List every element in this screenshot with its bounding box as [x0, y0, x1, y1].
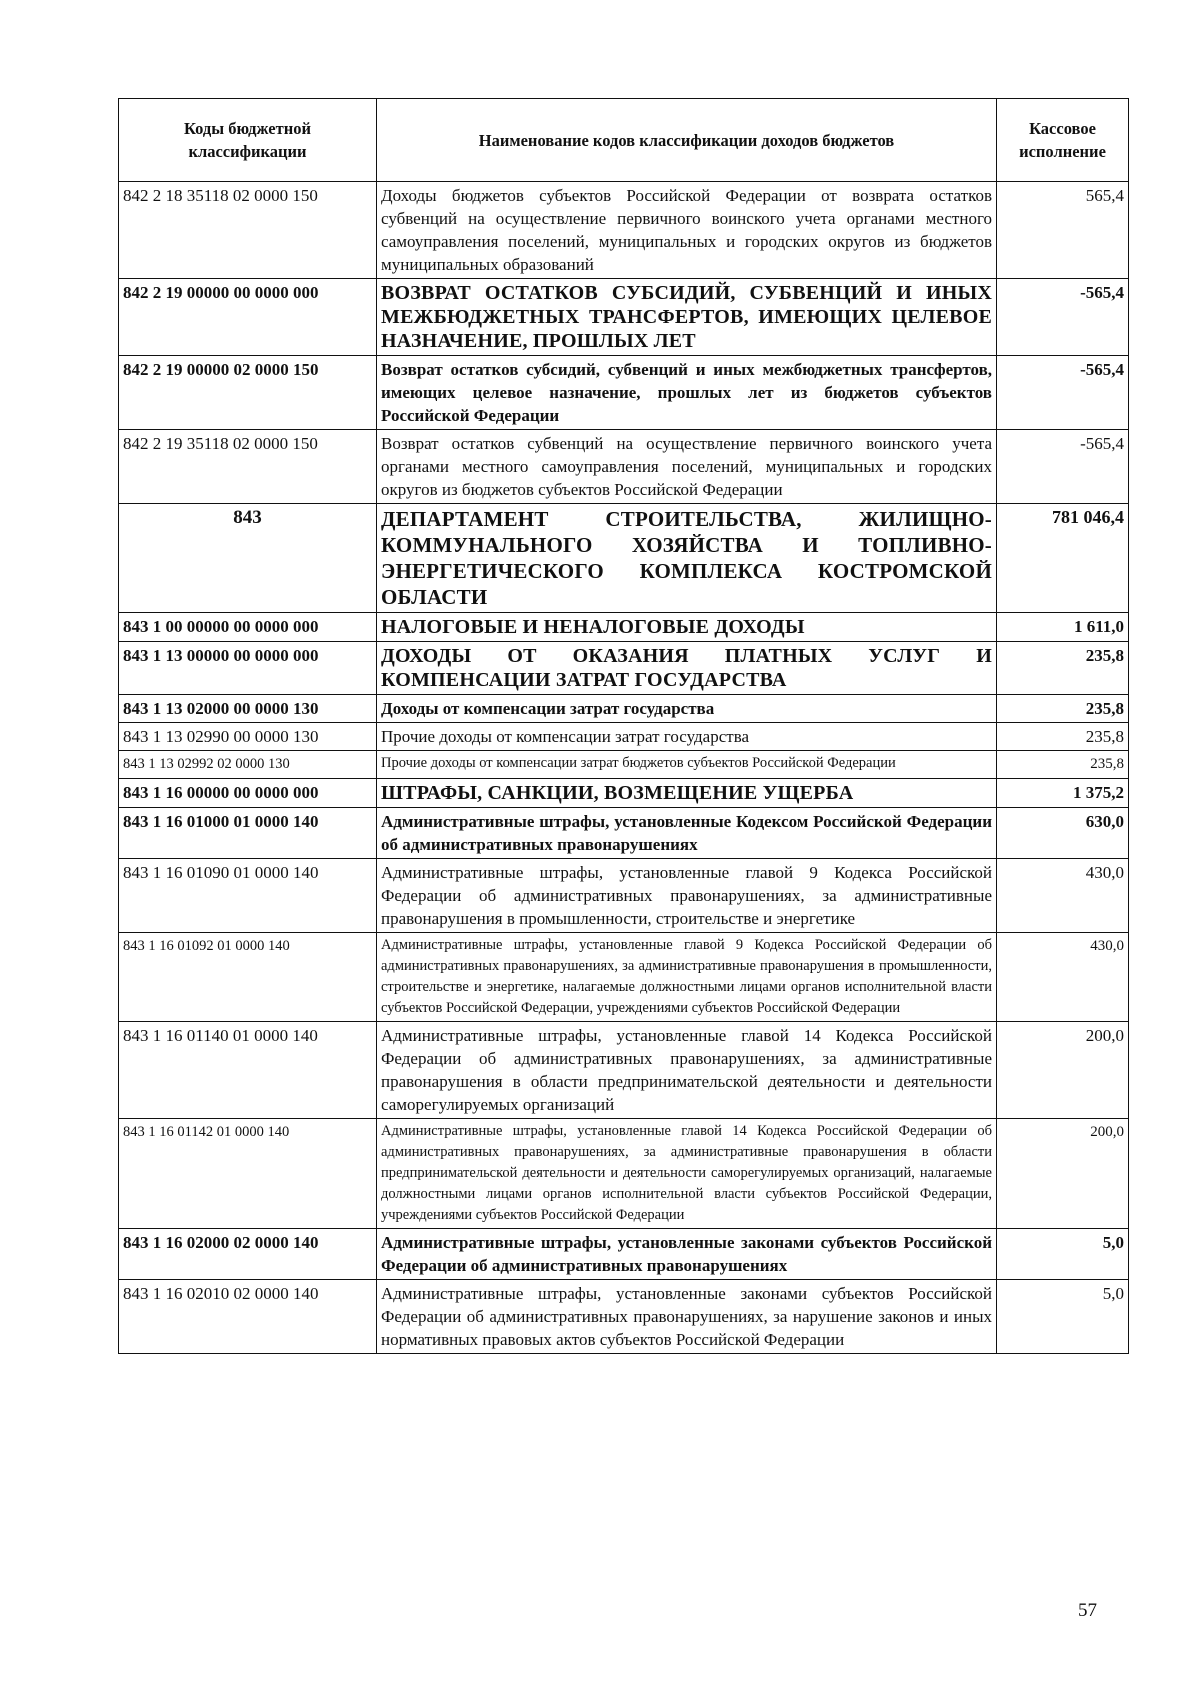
execution-amount-cell: 1 375,2	[997, 779, 1129, 808]
revenue-name-cell: ДЕПАРТАМЕНТ СТРОИТЕЛЬСТВА, ЖИЛИЩНО-КОММУНАЛЬНОГО ХОЗЯЙСТВА И ТОПЛИВНО-ЭНЕРГЕТИЧЕСКОГО КОМПЛЕКСА КОСТРОМСКОЙ ОБЛАСТИ	[377, 504, 997, 613]
table-row	[119, 504, 1129, 613]
revenue-name-cell: Административные штрафы, установленные главой 14 Кодекса Российской Федерации об административных правонарушениях, за административные правонарушения в области предпринимательской деятельности и деятельности саморегулируемых организаций	[377, 1022, 997, 1119]
budget-code-cell: 843 1 13 02990 00 0000 130	[119, 723, 377, 751]
execution-amount-cell: 235,8	[997, 723, 1129, 751]
table-row	[119, 279, 1129, 356]
revenue-name-cell: ВОЗВРАТ ОСТАТКОВ СУБСИДИЙ, СУБВЕНЦИЙ И ИНЫХ МЕЖБЮДЖЕТНЫХ ТРАНСФЕРТОВ, ИМЕЮЩИХ ЦЕЛЕВОЕ НАЗНАЧЕНИЕ, ПРОШЛЫХ ЛЕТ	[377, 279, 997, 356]
table-row	[119, 808, 1129, 859]
table-row	[119, 779, 1129, 808]
revenue-name-cell: Административные штрафы, установленные Кодексом Российской Федерации об административных правонарушениях	[377, 808, 997, 859]
table-row	[119, 723, 1129, 751]
execution-amount-cell: 235,8	[997, 642, 1129, 695]
execution-amount-cell: 5,0	[997, 1280, 1129, 1354]
table-row	[119, 1119, 1129, 1229]
header-amount: Кассовое исполнение	[997, 99, 1129, 182]
budget-code-cell: 843 1 13 02992 02 0000 130	[119, 751, 377, 779]
budget-code-cell: 843 1 13 02000 00 0000 130	[119, 695, 377, 723]
revenue-name-cell: Прочие доходы от компенсации затрат государства	[377, 723, 997, 751]
execution-amount-cell: -565,4	[997, 279, 1129, 356]
revenue-name-cell: Прочие доходы от компенсации затрат бюджетов субъектов Российской Федерации	[377, 751, 997, 779]
revenue-name-cell: Административные штрафы, установленные законами субъектов Российской Федерации об административных правонарушениях	[377, 1229, 997, 1280]
execution-amount-cell: 235,8	[997, 695, 1129, 723]
execution-amount-cell: 630,0	[997, 808, 1129, 859]
revenue-name-cell: ДОХОДЫ ОТ ОКАЗАНИЯ ПЛАТНЫХ УСЛУГ И КОМПЕНСАЦИИ ЗАТРАТ ГОСУДАРСТВА	[377, 642, 997, 695]
budget-code-cell: 843 1 16 01140 01 0000 140	[119, 1022, 377, 1119]
revenue-name-cell: Административные штрафы, установленные главой 9 Кодекса Российской Федерации об административных правонарушениях, за административные правонарушения в промышленности, строительстве и энергетике, налагаемые должностными лицами органов исполнительной власти субъектов Российской Федерации, учреждениями субъектов Российской Федерации	[377, 933, 997, 1022]
revenue-name-cell: Административные штрафы, установленные главой 14 Кодекса Российской Федерации об административных правонарушениях, за административные правонарушения в области предпринимательской деятельности и деятельности саморегулируемых организаций, налагаемые должностными лицами органов исполнительной власти субъектов Российской Федерации, учреждениями субъектов Российской Федерации	[377, 1119, 997, 1229]
execution-amount-cell: 5,0	[997, 1229, 1129, 1280]
table-header-row	[119, 99, 1129, 182]
execution-amount-cell: 200,0	[997, 1022, 1129, 1119]
execution-amount-cell: 430,0	[997, 933, 1129, 1022]
budget-code-cell: 843 1 16 01000 01 0000 140	[119, 808, 377, 859]
budget-code-cell: 843 1 16 01092 01 0000 140	[119, 933, 377, 1022]
table-row	[119, 1280, 1129, 1354]
budget-code-cell: 843 1 16 01142 01 0000 140	[119, 1119, 377, 1229]
revenue-name-cell: Возврат остатков субсидий, субвенций и иных межбюджетных трансфертов, имеющих целевое назначение, прошлых лет из бюджетов субъектов Российской Федерации	[377, 356, 997, 430]
revenue-name-cell: Доходы бюджетов субъектов Российской Федерации от возврата остатков субвенций на осуществление первичного воинского учета органами местного самоуправления поселений, муниципальных и городских округов из бюджетов муниципальных образований	[377, 182, 997, 279]
page-number: 57	[1078, 1600, 1097, 1621]
budget-code-cell: 843 1 00 00000 00 0000 000	[119, 613, 377, 642]
table-row	[119, 751, 1129, 779]
execution-amount-cell: -565,4	[997, 430, 1129, 504]
header-name: Наименование кодов классификации доходов бюджетов	[377, 99, 997, 182]
execution-amount-cell: 781 046,4	[997, 504, 1129, 613]
execution-amount-cell: 565,4	[997, 182, 1129, 279]
table-row	[119, 430, 1129, 504]
execution-amount-cell: 1 611,0	[997, 613, 1129, 642]
budget-code-cell: 843 1 16 02000 02 0000 140	[119, 1229, 377, 1280]
revenue-name-cell: Административные штрафы, установленные законами субъектов Российской Федерации об административных правонарушениях, за нарушение законов и иных нормативных правовых актов субъектов Российской Федерации	[377, 1280, 997, 1354]
budget-code-cell: 843 1 16 00000 00 0000 000	[119, 779, 377, 808]
budget-code-cell: 842 2 19 00000 00 0000 000	[119, 279, 377, 356]
execution-amount-cell: 200,0	[997, 1119, 1129, 1229]
budget-code-cell: 842 2 19 00000 02 0000 150	[119, 356, 377, 430]
table-row	[119, 933, 1129, 1022]
table-row	[119, 182, 1129, 279]
revenue-name-cell: ШТРАФЫ, САНКЦИИ, ВОЗМЕЩЕНИЕ УЩЕРБА	[377, 779, 997, 808]
table-row	[119, 642, 1129, 695]
revenue-name-cell: Административные штрафы, установленные главой 9 Кодекса Российской Федерации об административных правонарушениях, за административные правонарушения в промышленности, строительстве и энергетике	[377, 859, 997, 933]
table-row	[119, 1022, 1129, 1119]
execution-amount-cell: 235,8	[997, 751, 1129, 779]
budget-code-cell: 843 1 16 02010 02 0000 140	[119, 1280, 377, 1354]
budget-code-cell: 843 1 13 00000 00 0000 000	[119, 642, 377, 695]
table-body	[119, 182, 1129, 1354]
revenue-table	[118, 98, 1129, 1354]
budget-code-cell: 843 1 16 01090 01 0000 140	[119, 859, 377, 933]
table-row	[119, 613, 1129, 642]
budget-code-cell: 842 2 19 35118 02 0000 150	[119, 430, 377, 504]
table-row	[119, 1229, 1129, 1280]
table-row	[119, 356, 1129, 430]
revenue-name-cell: Доходы от компенсации затрат государства	[377, 695, 997, 723]
execution-amount-cell: 430,0	[997, 859, 1129, 933]
revenue-name-cell: НАЛОГОВЫЕ И НЕНАЛОГОВЫЕ ДОХОДЫ	[377, 613, 997, 642]
table-row	[119, 695, 1129, 723]
table-row	[119, 859, 1129, 933]
budget-code-cell: 842 2 18 35118 02 0000 150	[119, 182, 377, 279]
execution-amount-cell: -565,4	[997, 356, 1129, 430]
budget-code-cell: 843	[119, 504, 377, 613]
header-code: Коды бюджетной классификации	[119, 99, 377, 182]
revenue-name-cell: Возврат остатков субвенций на осуществление первичного воинского учета органами местного самоуправления поселений, муниципальных и городских округов из бюджетов субъектов Российской Федерации	[377, 430, 997, 504]
